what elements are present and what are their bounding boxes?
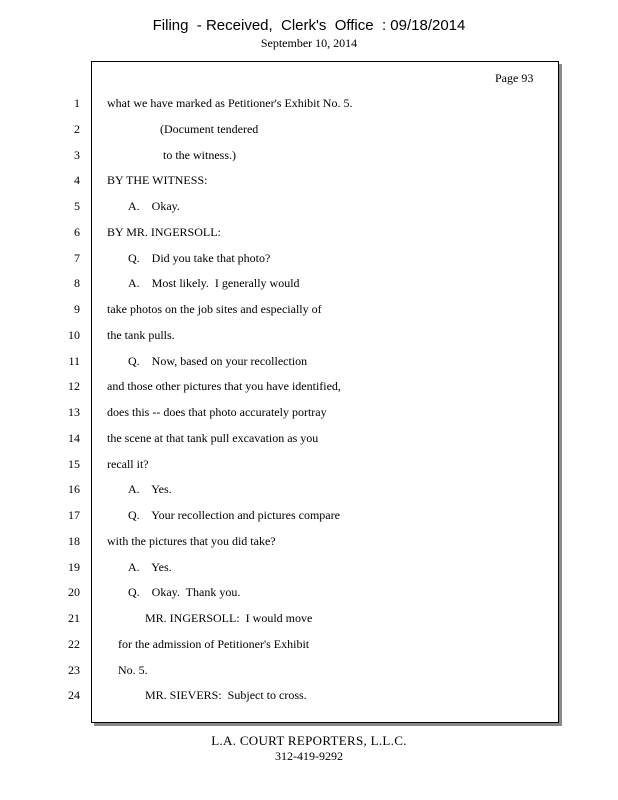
transcript-line: the scene at that tank pull excavation as you <box>107 431 319 445</box>
line-number: 24 <box>68 688 80 702</box>
line-number: 16 <box>68 482 80 496</box>
transcript-line: Q. Okay. Thank you. <box>128 585 241 599</box>
page-number: Page 93 <box>495 71 534 85</box>
transcript-line: take photos on the job sites and especially of <box>107 302 322 316</box>
transcript-line: recall it? <box>107 457 149 471</box>
transcript-line: does this -- does that photo accurately portray <box>107 405 327 419</box>
transcript-line: BY THE WITNESS: <box>107 173 208 187</box>
line-number: 22 <box>68 637 80 651</box>
line-number: 9 <box>74 302 80 316</box>
transcript-line: Q. Did you take that photo? <box>128 251 271 265</box>
line-number: 20 <box>68 585 80 599</box>
line-number: 12 <box>68 379 80 393</box>
transcript-line: MR. INGERSOLL: I would move <box>145 611 313 625</box>
transcript-line: the tank pulls. <box>107 328 175 342</box>
line-number: 11 <box>68 354 80 368</box>
line-number: 18 <box>68 534 80 548</box>
transcript-line: A. Yes. <box>128 560 172 574</box>
transcript-line: No. 5. <box>118 663 148 677</box>
transcript-line: MR. SIEVERS: Subject to cross. <box>145 688 307 702</box>
line-number: 13 <box>68 405 80 419</box>
transcript-line: A. Most likely. I generally would <box>128 276 300 290</box>
transcript-line: Q. Now, based on your recollection <box>128 354 308 368</box>
line-number: 6 <box>74 225 80 239</box>
transcript-line: for the admission of Petitioner's Exhibit <box>118 637 310 651</box>
line-number: 14 <box>68 431 80 445</box>
line-number: 4 <box>74 173 80 187</box>
line-number: 19 <box>68 560 80 574</box>
transcript-line: to the witness.) <box>163 148 236 162</box>
reporter-phone: 312-419-9292 <box>275 749 343 763</box>
line-number: 1 <box>74 96 80 110</box>
line-number: 21 <box>68 611 80 625</box>
transcript-line: A. Yes. <box>128 482 172 496</box>
line-number: 7 <box>74 251 80 265</box>
transcript-line: Q. Your recollection and pictures compare <box>128 508 340 522</box>
filing-stamp: Filing - Received, Clerk's Office : 09/18/2014 <box>152 17 466 34</box>
transcript-line: what we have marked as Petitioner's Exhibit No. 5. <box>107 96 353 110</box>
line-number: 15 <box>68 457 80 471</box>
transcript-line: A. Okay. <box>128 199 180 213</box>
line-number: 3 <box>74 148 80 162</box>
transcript-line: (Document tendered <box>160 122 259 136</box>
line-number: 10 <box>68 328 80 342</box>
reporter-company: L.A. COURT REPORTERS, L.L.C. <box>211 733 407 748</box>
line-number: 8 <box>74 276 80 290</box>
transcript-line: BY MR. INGERSOLL: <box>107 225 221 239</box>
line-number: 5 <box>74 199 80 213</box>
line-number: 2 <box>74 122 80 136</box>
line-number: 17 <box>68 508 80 522</box>
transcript-line: with the pictures that you did take? <box>107 534 276 548</box>
transcript-line: and those other pictures that you have identified, <box>107 379 341 393</box>
transcript-date: September 10, 2014 <box>260 36 358 50</box>
line-number: 23 <box>68 663 80 677</box>
